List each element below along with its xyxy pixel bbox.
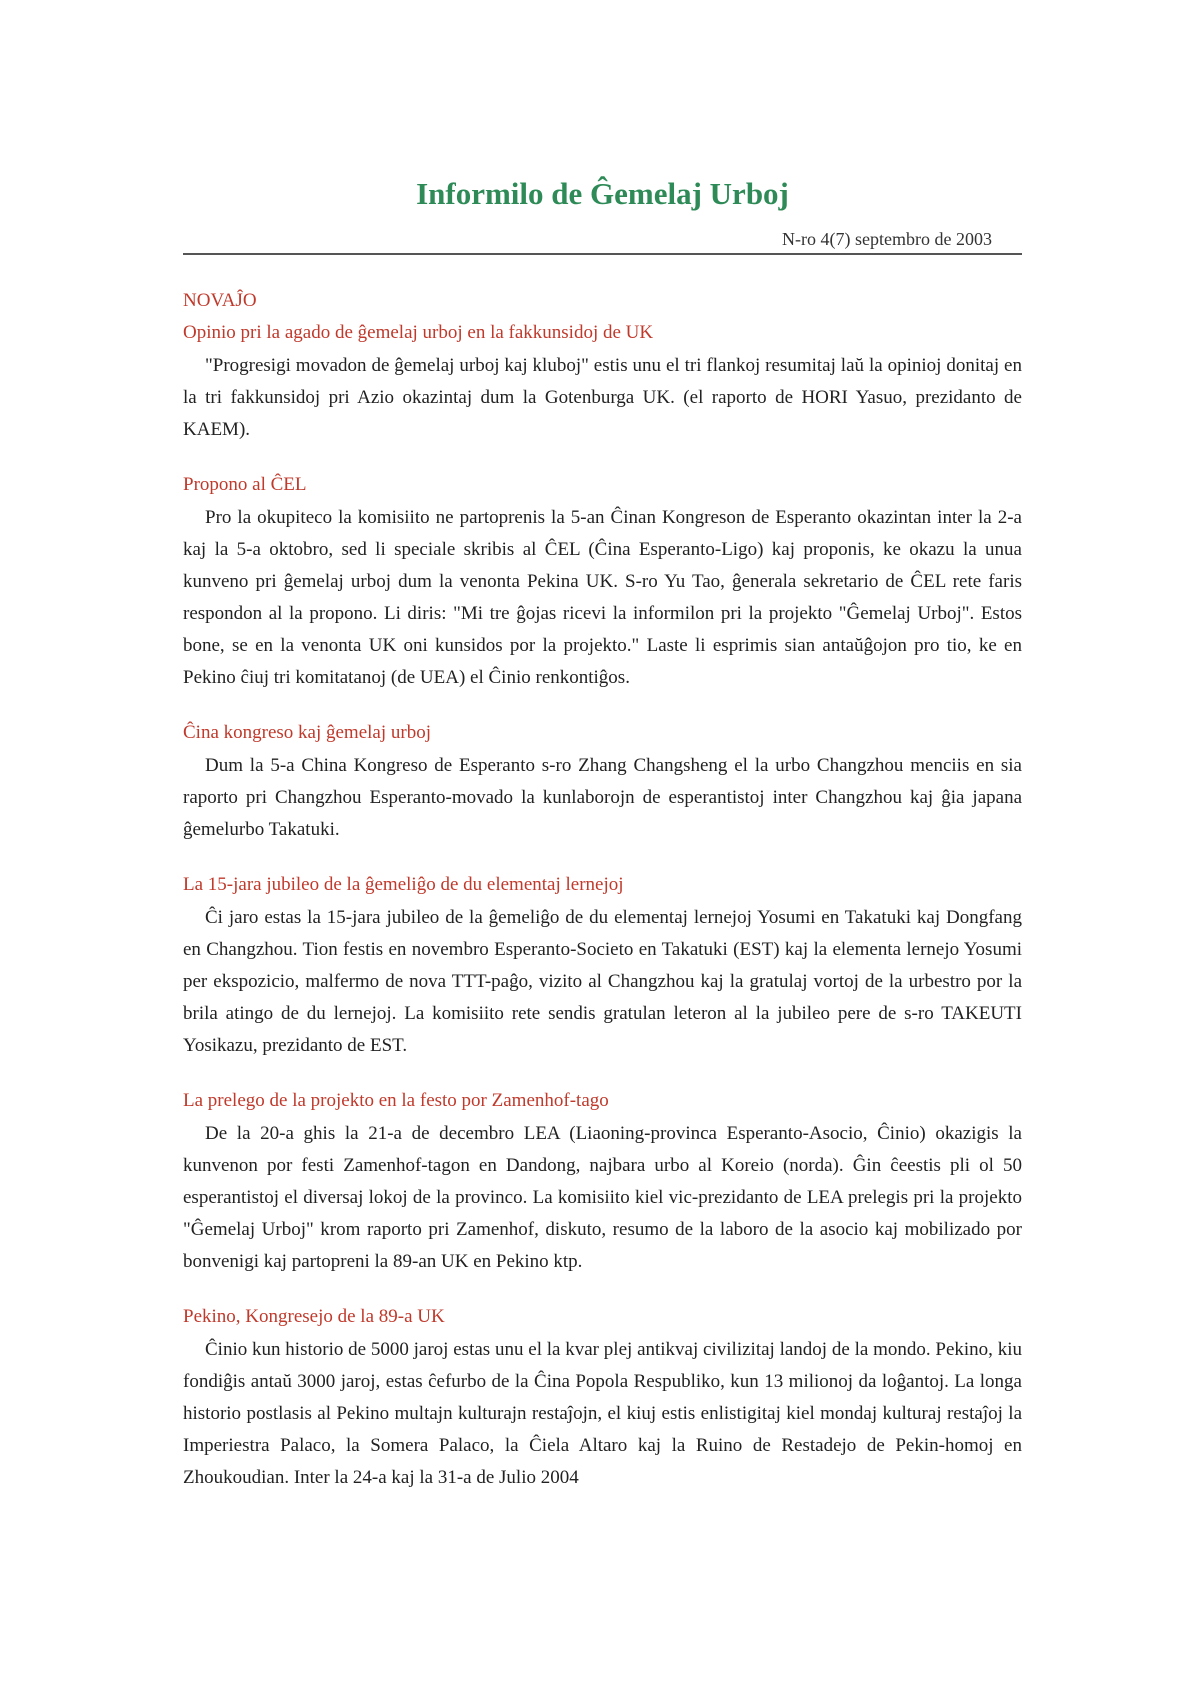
article-4 (183, 872, 1022, 1062)
issue-line: N-ro 4(7) septembro de 2003 (782, 229, 992, 249)
article-heading: Propono al ĈEL (183, 474, 307, 495)
article-heading: Pekino, Kongresejo de la 89-a UK (183, 1306, 445, 1327)
article-5 (183, 1088, 1022, 1278)
article-heading: La 15-jara jubileo de la ĝemeliĝo de du elementaj lernejoj (183, 874, 624, 895)
newsletter-title: Informilo de Ĝemelaj Urboj (416, 176, 789, 211)
article-body: Dum la 5-a China Kongreso de Esperanto s-ro Zhang Changsheng el la urbo Changzhou menciis en sia raporto pri Changzhou Esperanto-movado la kunlaborojn de esperantistoj inter Changzhou kaj ĝia japana ĝemelurbo Takatuki. (183, 755, 1022, 840)
header-divider (183, 253, 1022, 255)
article-heading: Ĉina kongreso kaj ĝemelaj urboj (183, 722, 431, 743)
article-body: Ĉinio kun historio de 5000 jaroj estas unu el la kvar plej antikvaj civilizitaj landoj de la mondo. Pekino, kiu fondiĝis antaŭ 3000 jaroj, estas ĉefurbo de la Ĉina Popola Respubliko, kun 13 milionoj da loĝantoj. La longa historio postlasis al Pekino multajn kulturajn restaĵojn, el kiuj estis enlistigitaj kiel mondaj kulturaj restaĵoj la Imperiestra Palaco, la Somera Palaco, la Ĉiela Altaro kaj la Ruino de Restadejo de Pekin-homoj en Zhoukoudian. Inter la 24-a kaj la 31-a de Julio 2004 (183, 1339, 1022, 1488)
article-3 (183, 720, 1022, 846)
article-1 (183, 320, 1022, 446)
article-2 (183, 472, 1022, 694)
article-heading: Opinio pri la agado de ĝemelaj urboj en la fakkunsidoj de UK (183, 322, 654, 343)
content (183, 288, 1022, 1520)
article-6 (183, 1304, 1022, 1494)
article-heading: La prelego de la projekto en la festo por Zamenhof-tago (183, 1090, 609, 1111)
article-body: Ĉi jaro estas la 15-jara jubileo de la ĝemeliĝo de du elementaj lernejoj Yosumi en Takatuki kaj Dongfang en Changzhou. Tion festis en novembro Esperanto-Societo en Takatuki (EST) kaj la elementa lernejo Yosumi per ekspozicio, malfermo de nova TTT-paĝo, vizito al Changzhou kaj la gratulaj vortoj de la urbestro por la brila atingo de du lernejoj. La komisiito rete sendis gratulan leteron al la jubileo pere de s-ro TAKEUTI Yosikazu, prezidanto de EST. (183, 907, 1022, 1056)
section-label: NOVAĴO (183, 290, 257, 311)
article-body: De la 20-a ghis la 21-a de decembro LEA (Liaoning-provinca Esperanto-Asocio, Ĉinio) okazigis la kunvenon por festi Zamenhof-tagon en Dandong, najbara urbo al Koreio (norda). Ĝin ĉeestis pli ol 50 esperantistoj el diversaj lokoj de la provinco. La komisiito kiel vic-prezidanto de LEA prelegis pri la projekto "Ĝemelaj Urboj" krom raporto pri Zamenhof, diskuto, resumo de la laboro de la asocio kaj mobilizado por bonvenigi kaj partopreni la 89-an UK en Pekino ktp. (183, 1123, 1022, 1272)
article-body: Pro la okupiteco la komisiito ne partoprenis la 5-an Ĉinan Kongreson de Esperanto okazintan inter la 2-a kaj la 5-a oktobro, sed li speciale skribis al ĈEL (Ĉina Esperanto-Ligo) kaj proponis, ke okazu la unua kunveno pri ĝemelaj urboj dum la venonta Pekina UK. S-ro Yu Tao, ĝenerala sekretario de ĈEL rete faris respondon al la propono. Li diris: "Mi tre ĝojas ricevi la informilon pri la projekto "Ĝemelaj Urboj". Estos bone, se en la venonta UK oni kunsidos por la projekto." Laste li esprimis sian antaŭĝojon pro tio, ke en Pekino ĉiuj tri komitatanoj (de UEA) el Ĉinio renkontiĝos. (183, 507, 1022, 688)
article-body: "Progresigi movadon de ĝemelaj urboj kaj kluboj" estis unu el tri flankoj resumitaj laŭ la opinioj donitaj en la tri fakkunsidoj pri Azio okazintaj dum la Gotenburga UK. (el raporto de HORI Yasuo, prezidanto de KAEM). (183, 355, 1022, 440)
